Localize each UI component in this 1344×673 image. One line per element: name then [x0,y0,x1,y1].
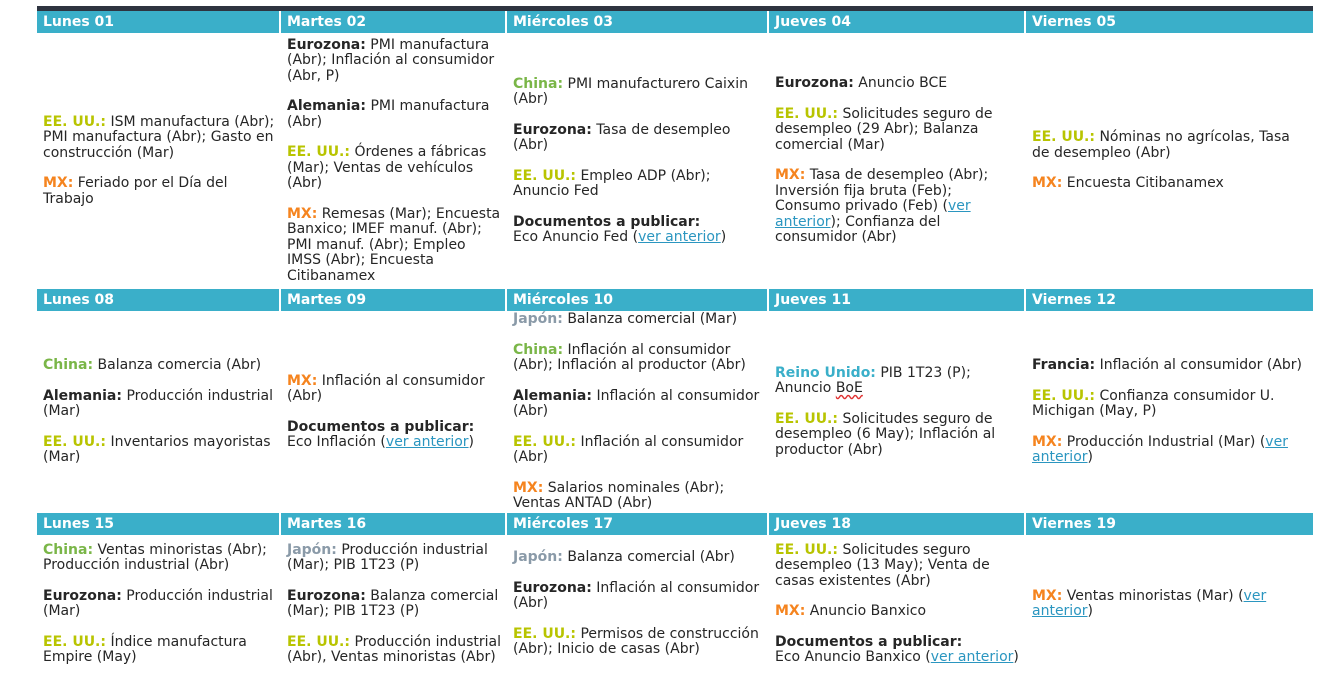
event-text: Eco Anuncio Banxico ( [775,649,931,665]
event-text: PIB 1T23 (P); Anuncio [775,364,971,397]
event-text: ISM manufactura (Abr); PMI manufactura (Abr); Gasto en construcción (Mar) [43,113,275,161]
day-header: Miércoles 10 [507,289,769,311]
event-text: Inflación al consumidor (Abr) [513,433,744,466]
event-text: Inflación al consumidor (Abr) [513,387,760,420]
event-entry [775,543,1020,590]
day-cell [37,33,281,289]
event-text-after: ) [720,229,727,245]
region-label: EE. UU.: [1032,129,1095,146]
event-entry [287,589,501,620]
event-text-after: ) [1013,649,1019,665]
day-cell [281,311,507,513]
event-text: Inflación al consumidor (Abr) [287,372,485,404]
region-label: Eurozona: [775,75,854,92]
event-entry [287,145,501,192]
event-text: Salarios nominales (Abr); Ventas ANTAD (Abr) [513,479,725,512]
region-label: China: [43,357,94,374]
day-header: Jueves 04 [769,11,1026,33]
region-label: Alemania: [287,98,366,115]
event-entry [1032,358,1307,374]
event-text: Eco Anuncio Fed ( [513,229,639,245]
event-text: Producción industrial (Mar) [43,587,273,619]
day-cell [507,535,769,673]
event-text: Nóminas no agrícolas, Tasa de desempleo (Abr) [1032,129,1290,161]
day-header: Miércoles 03 [507,11,769,33]
week-header-row [37,11,1313,33]
event-text: Producción industrial (Mar); PIB 1T23 (P) [287,541,488,573]
region-label: Eurozona: [513,121,592,138]
region-label: Eurozona: [287,36,366,53]
region-label: EE. UU.: [43,113,106,130]
day-header: Viernes 12 [1032,292,1116,308]
day-header: Lunes 08 [37,289,281,311]
documents-entry [287,420,501,451]
region-label: Alemania: [43,387,122,404]
week-header-row [37,289,1313,311]
day-cell [281,535,507,673]
region-label: MX: [1032,587,1063,604]
region-label: Japón: [513,549,563,566]
event-text: Confianza consumidor U. Michigan (May, P) [1032,387,1275,420]
event-entry [513,550,763,566]
ver-anterior-link[interactable]: ver anterior [775,198,971,230]
week-row [37,311,1313,513]
event-entry [513,343,763,374]
event-text: Permisos de construcción (Abr); Inicio de casas (Abr) [513,625,759,658]
spellcheck-word: BoE [835,380,863,397]
event-text-after: ) [1087,449,1093,466]
day-cell [769,311,1026,513]
region-label: MX: [775,603,806,619]
region-label: Francia: [1032,357,1096,374]
region-label: Eurozona: [287,587,366,604]
event-entry [43,635,275,666]
event-entry [43,176,275,207]
event-entry [43,358,275,374]
event-text: Remesas (Mar); Encuesta Banxico; IMEF manuf. (Abr); PMI manuf. (Abr); Empleo IMSS (Abr); Encuesta Citibanamex [287,205,501,284]
region-label: Reino Unido: [775,364,876,381]
event-entry [43,543,275,574]
region-label: EE. UU.: [513,433,576,450]
event-text: Ventas minoristas (Mar) ( [1066,587,1244,604]
ver-anterior-link[interactable]: ver anterior [385,434,469,450]
event-text: Eco Inflación ( [287,434,386,450]
day-header: Lunes 01 [37,11,281,33]
event-text: Solicitudes seguro de desempleo (29 Abr); Balanza comercial (Mar) [775,105,993,153]
event-entry [513,581,763,612]
event-text: Feriado por el Día del Trabajo [43,175,228,207]
region-label: China: [43,541,94,558]
event-text-after: ); Confianza del consumidor (Abr) [775,213,941,246]
day-cell [769,33,1026,289]
ver-anterior-link[interactable]: ver anterior [1032,433,1288,466]
region-label: MX: [513,479,544,496]
event-entry [775,107,1020,154]
event-text: Balanza comercia (Abr) [97,357,262,374]
event-entry [43,389,275,420]
event-entry [513,312,763,328]
region-label: China: [513,75,564,92]
ver-anterior-link[interactable]: ver anterior [638,229,721,245]
event-text: PMI manufacturero Caixin (Abr) [513,75,748,107]
event-entry [513,389,763,420]
event-text: Solicitudes seguro de desempleo (6 May); Inflación al productor (Abr) [775,410,996,458]
region-label: EE. UU.: [287,144,350,161]
day-header: Martes 16 [281,513,507,535]
region-label: EE. UU.: [775,105,838,122]
documents-label: Documentos a publicar: [287,418,475,435]
event-entry [775,76,1020,92]
region-label: Eurozona: [513,579,592,596]
event-text: PMI manufactura (Abr); Inflación al consumidor (Abr, P) [287,36,495,84]
day-header: Miércoles 17 [507,513,769,535]
region-label: EE. UU.: [1032,387,1095,404]
event-entry [287,207,501,285]
region-label: EE. UU.: [287,633,350,650]
region-label: MX: [287,205,318,222]
event-entry [513,77,763,108]
region-label: EE. UU.: [775,410,838,427]
region-label: Alemania: [513,387,592,404]
region-label: MX: [1032,175,1063,192]
region-label: EE. UU.: [43,433,106,450]
region-label: MX: [43,175,74,192]
week-row [37,535,1313,673]
event-text: Balanza comercial (Abr) [567,549,735,566]
day-header: Jueves 18 [769,513,1026,535]
event-entry [775,412,1020,459]
event-entry [287,38,501,85]
event-entry [43,589,275,620]
event-text: PMI manufactura (Abr) [287,98,490,130]
region-label: Japón: [513,311,563,328]
event-text: Inflación al consumidor (Abr) [513,579,760,612]
day-cell [37,535,281,673]
documents-entry [513,215,763,246]
day-cell [1026,311,1313,513]
region-label: MX: [287,372,318,389]
day-header: Viernes 05 [1032,14,1116,30]
documents-label: Documentos a publicar: [513,213,701,230]
event-entry [287,99,501,130]
event-entry [43,435,275,466]
region-label: EE. UU.: [513,167,576,184]
event-entry [1032,435,1307,466]
day-header: Jueves 11 [769,289,1026,311]
event-entry [513,627,763,658]
event-entry [1032,130,1307,161]
event-text: Solicitudes seguro desempleo (13 May); Venta de casas existentes (Abr) [775,541,990,589]
region-label: EE. UU.: [775,541,838,558]
event-entry [1032,589,1307,620]
day-cell [769,535,1026,673]
event-text: Empleo ADP (Abr); Anuncio Fed [513,167,711,199]
event-entry [513,169,763,200]
event-entry [43,115,275,162]
day-cell [507,33,769,289]
event-entry [287,543,501,574]
day-header: Martes 02 [281,11,507,33]
event-entry [1032,389,1307,420]
region-label: EE. UU.: [513,625,576,642]
event-entry [513,123,763,154]
event-text: Producción industrial (Abr), Ventas minoristas (Abr) [287,633,501,665]
ver-anterior-link[interactable]: ver anterior [930,649,1014,665]
week-header-row [37,513,1313,535]
event-text: Índice manufactura Empire (May) [43,633,247,665]
event-text: Inflación al consumidor (Abr) [1099,357,1303,374]
event-entry [513,481,763,512]
event-text: Órdenes a fábricas (Mar); Ventas de vehículos (Abr) [287,144,487,192]
event-text: Inventarios mayoristas (Mar) [43,433,271,466]
region-label: Japón: [287,541,337,558]
event-entry [513,435,763,466]
event-text: Balanza comercial (Mar); PIB 1T23 (P) [287,587,499,619]
day-header: Martes 09 [281,289,507,311]
event-entry [1032,176,1307,192]
region-label: Eurozona: [43,587,122,604]
event-text: Producción Industrial (Mar) ( [1066,433,1266,450]
day-cell [37,311,281,513]
event-text: Ventas minoristas (Abr); Producción industrial (Abr) [43,541,267,573]
event-entry [287,635,501,666]
event-entry [775,366,1020,397]
event-text: Inflación al consumidor (Abr); Inflación al productor (Abr) [513,341,746,374]
day-cell [507,311,769,513]
event-text: Anuncio BCE [858,75,948,92]
region-label: EE. UU.: [43,633,106,650]
event-entry [287,374,501,405]
event-text: Tasa de desempleo (Abr) [513,121,731,153]
event-text: Producción industrial (Mar) [43,387,273,420]
region-label: MX: [1032,433,1063,450]
event-text-after: ) [468,434,475,450]
event-text: Balanza comercial (Mar) [567,311,738,328]
region-label: China: [513,341,564,358]
event-text-after: ) [1087,603,1093,619]
event-text: Anuncio Banxico [809,603,927,619]
event-entry [775,604,1020,620]
event-entry [775,168,1020,246]
ver-anterior-link[interactable]: ver anterior [1032,587,1267,619]
day-header: Lunes 15 [37,513,281,535]
region-label: MX: [775,167,806,184]
day-cell [1026,535,1313,673]
event-text: Encuesta Citibanamex [1066,175,1224,192]
documents-entry [775,635,1020,666]
documents-label: Documentos a publicar: [775,633,963,650]
day-cell [281,33,507,289]
day-cell [1026,33,1313,289]
week-row [37,33,1313,289]
day-header: Viernes 19 [1032,516,1116,532]
event-text: Tasa de desempleo (Abr); Inversión fija bruta (Feb); Consumo privado (Feb) ( [775,167,989,215]
